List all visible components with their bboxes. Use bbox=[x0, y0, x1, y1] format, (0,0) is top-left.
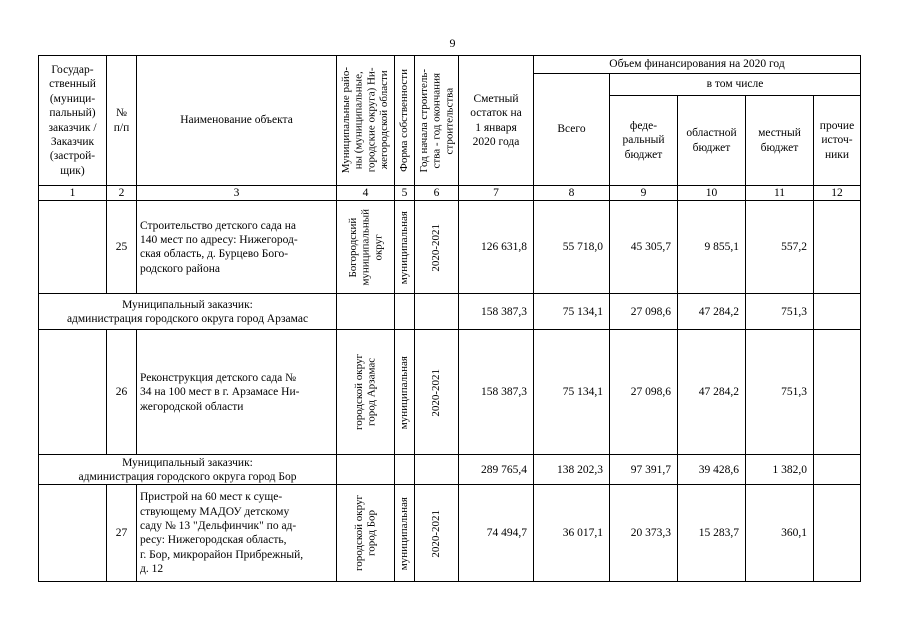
column-number: 1 bbox=[39, 186, 107, 201]
ownership-cell bbox=[395, 201, 415, 294]
column-number: 12 bbox=[814, 186, 861, 201]
ownership-cell bbox=[395, 485, 415, 582]
header-including: в том числе bbox=[610, 74, 861, 96]
years-text: 2020-2021 bbox=[430, 368, 443, 417]
header-num: № п/п bbox=[107, 56, 137, 186]
federal-value: 20 373,3 bbox=[610, 485, 678, 582]
municipality-text: городской округ город Арзамас bbox=[352, 354, 378, 431]
object-name: Пристрой на 60 мест к суще- ствующему МАДОУ детскому саду № 13 "Дельфинчик" по ад- ресу: Нижегородская область, г. Бор, микрорайон Прибрежный, д. 12 bbox=[137, 485, 337, 582]
municipality-text: Богородский муниципальный округ bbox=[346, 209, 384, 286]
estimate-value: 158 387,3 bbox=[459, 294, 534, 330]
header-years: Год начала строитель- ства - год окончания строительства bbox=[417, 68, 455, 173]
header-other: прочие источ- ники bbox=[814, 96, 861, 186]
header-local: местный бюджет bbox=[746, 96, 814, 186]
customer-summary-row bbox=[39, 455, 861, 485]
years-cell bbox=[415, 201, 459, 294]
years-cell bbox=[415, 330, 459, 455]
financing-table bbox=[38, 55, 861, 582]
municipality-cell bbox=[337, 455, 395, 485]
regional-value: 47 284,2 bbox=[678, 294, 746, 330]
local-value: 557,2 bbox=[746, 201, 814, 294]
municipality-text: городской округ город Бор bbox=[352, 495, 378, 572]
row-number: 27 bbox=[107, 485, 137, 582]
ownership-cell bbox=[395, 330, 415, 455]
customer-label: Муниципальный заказчик: администрация городского округа город Арзамас bbox=[39, 294, 337, 330]
estimate-value: 289 765,4 bbox=[459, 455, 534, 485]
column-number: 6 bbox=[415, 186, 459, 201]
page-number: 9 bbox=[449, 36, 456, 50]
row-number: 26 bbox=[107, 330, 137, 455]
years-text: 2020-2021 bbox=[430, 509, 443, 558]
total-value: 75 134,1 bbox=[534, 330, 610, 455]
years-cell bbox=[415, 455, 459, 485]
header-total: Всего bbox=[534, 74, 610, 186]
column-number: 11 bbox=[746, 186, 814, 201]
total-value: 75 134,1 bbox=[534, 294, 610, 330]
regional-value: 47 284,2 bbox=[678, 330, 746, 455]
local-value: 1 382,0 bbox=[746, 455, 814, 485]
years-cell bbox=[415, 294, 459, 330]
header-ownership: Форма собственности bbox=[398, 69, 411, 172]
other-value bbox=[814, 201, 861, 294]
regional-value: 9 855,1 bbox=[678, 201, 746, 294]
customer-cell bbox=[39, 485, 107, 582]
years-text: 2020-2021 bbox=[430, 223, 443, 272]
other-value bbox=[814, 455, 861, 485]
row-number: 25 bbox=[107, 201, 137, 294]
column-number: 9 bbox=[610, 186, 678, 201]
federal-value: 97 391,7 bbox=[610, 455, 678, 485]
federal-value: 27 098,6 bbox=[610, 294, 678, 330]
column-number: 5 bbox=[395, 186, 415, 201]
total-value: 36 017,1 bbox=[534, 485, 610, 582]
column-number: 8 bbox=[534, 186, 610, 201]
table-row bbox=[39, 201, 861, 294]
ownership-cell bbox=[395, 455, 415, 485]
other-value bbox=[814, 330, 861, 455]
regional-value: 39 428,6 bbox=[678, 455, 746, 485]
header-customer: Государ- ственный (муници- пальный) заказчик / Заказчик (застрой- щик) bbox=[39, 56, 107, 186]
customer-cell bbox=[39, 330, 107, 455]
column-number: 3 bbox=[137, 186, 337, 201]
object-name: Реконструкция детского сада № 34 на 100 мест в г. Арзамасе Ни- жегородской области bbox=[137, 330, 337, 455]
local-value: 360,1 bbox=[746, 485, 814, 582]
column-numbers-row bbox=[39, 186, 861, 201]
estimate-value: 126 631,8 bbox=[459, 201, 534, 294]
table-row bbox=[39, 330, 861, 455]
column-number: 7 bbox=[459, 186, 534, 201]
total-value: 138 202,3 bbox=[534, 455, 610, 485]
total-value: 55 718,0 bbox=[534, 201, 610, 294]
local-value: 751,3 bbox=[746, 330, 814, 455]
header-federal: феде- ральный бюджет bbox=[610, 96, 678, 186]
other-value bbox=[814, 294, 861, 330]
customer-label: Муниципальный заказчик: администрация городского округа город Бор bbox=[39, 455, 337, 485]
customer-summary-row bbox=[39, 294, 861, 330]
estimate-value: 158 387,3 bbox=[459, 330, 534, 455]
other-value bbox=[814, 485, 861, 582]
ownership-cell bbox=[395, 294, 415, 330]
years-cell bbox=[415, 485, 459, 582]
header-object: Наименование объекта bbox=[137, 56, 337, 186]
federal-value: 27 098,6 bbox=[610, 330, 678, 455]
customer-cell bbox=[39, 201, 107, 294]
table-row bbox=[39, 485, 861, 582]
ownership-text: муниципальная bbox=[398, 355, 411, 429]
municipality-cell bbox=[337, 330, 395, 455]
local-value: 751,3 bbox=[746, 294, 814, 330]
column-number: 10 bbox=[678, 186, 746, 201]
regional-value: 15 283,7 bbox=[678, 485, 746, 582]
ownership-text: муниципальная bbox=[398, 496, 411, 570]
ownership-text: муниципальная bbox=[398, 210, 411, 284]
municipality-cell bbox=[337, 294, 395, 330]
municipality-cell bbox=[337, 201, 395, 294]
header-regional: областной бюджет bbox=[678, 96, 746, 186]
municipality-cell bbox=[337, 485, 395, 582]
column-number: 2 bbox=[107, 186, 137, 201]
column-number: 4 bbox=[337, 186, 395, 201]
header-funding: Объем финансирования на 2020 год bbox=[534, 56, 861, 74]
estimate-value: 74 494,7 bbox=[459, 485, 534, 582]
object-name: Строительство детского сада на 140 мест по адресу: Нижегород- ская область, д. Бурцево Бого- родского района bbox=[137, 201, 337, 294]
header-municipality: Муниципальные райо- ны (муниципальные, городские округа) Ни- жегородской области bbox=[340, 67, 391, 174]
federal-value: 45 305,7 bbox=[610, 201, 678, 294]
header-estimate: Сметный остаток на 1 января 2020 года bbox=[459, 56, 534, 186]
